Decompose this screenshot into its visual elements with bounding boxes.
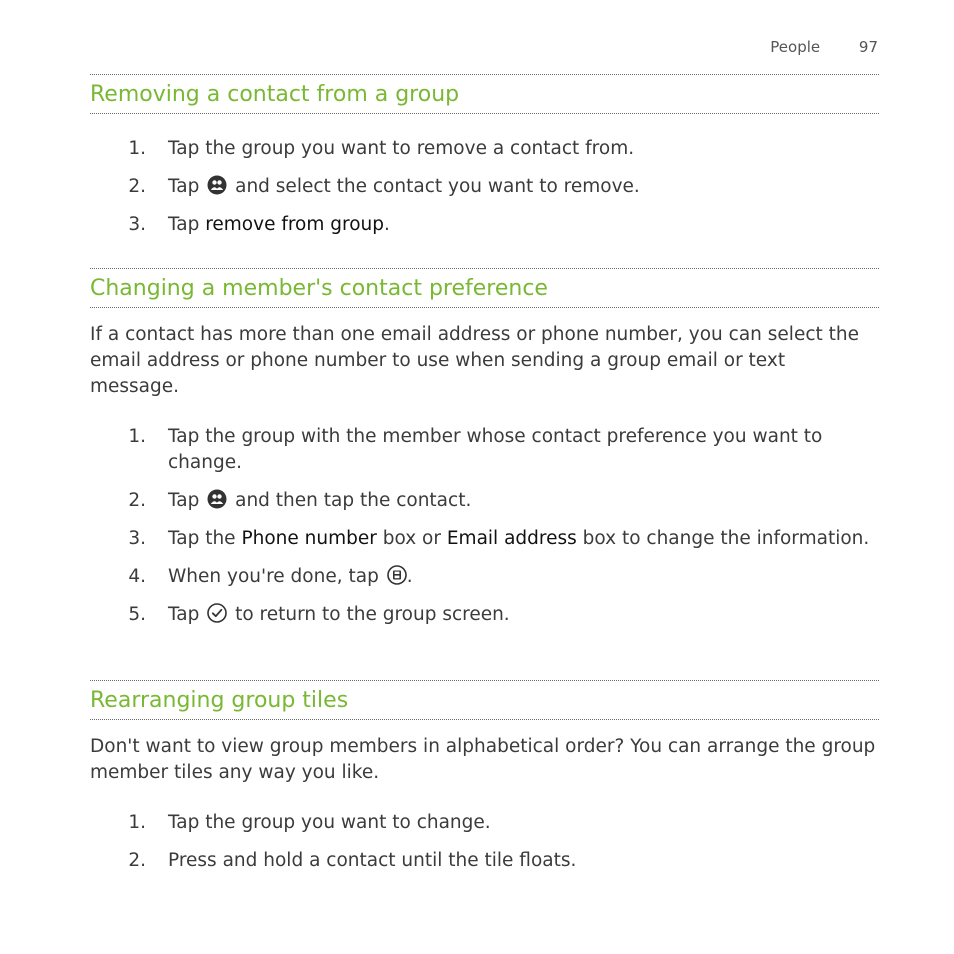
step-text: Press and hold a contact until the tile floats. — [168, 850, 577, 871]
step-text-mid: box or — [376, 528, 447, 549]
header-section-name: People — [770, 38, 821, 56]
page-header — [770, 38, 878, 56]
remove-from-group-label: remove from group — [205, 214, 384, 235]
step-text-post: and then tap the contact. — [235, 490, 472, 511]
steps-list — [90, 810, 879, 874]
section-removing-contact — [90, 74, 879, 250]
step-text-post: . — [406, 566, 413, 587]
phone-number-label: Phone number — [241, 528, 377, 549]
divider — [90, 268, 879, 269]
step-number: 3. — [128, 528, 146, 549]
list-item — [90, 564, 879, 590]
checkmark-icon — [207, 603, 227, 623]
list-item — [90, 136, 879, 162]
steps-list — [90, 424, 879, 628]
divider — [90, 307, 879, 308]
section-title: Changing a member's contact preference — [90, 276, 548, 301]
step-text: Tap the group you want to change. — [168, 812, 491, 833]
divider — [90, 719, 879, 720]
section-intro: Don't want to view group members in alphabetical order? You can arrange the group member tiles any way you like. — [90, 736, 876, 783]
section-contact-preference — [90, 268, 879, 640]
step-text-post: box to change the information. — [576, 528, 870, 549]
step-text-pre: Tap — [168, 214, 206, 235]
step-text: Tap the group with the member whose contact preference you want to change. — [168, 426, 823, 473]
list-item — [90, 212, 879, 238]
divider — [90, 680, 879, 681]
step-text-post: to return to the group screen. — [235, 604, 510, 625]
list-item — [90, 488, 879, 514]
list-item — [90, 526, 879, 552]
add-people-icon — [207, 175, 227, 195]
save-icon — [387, 565, 407, 585]
section-rearranging-tiles — [90, 680, 879, 886]
divider — [90, 113, 879, 114]
step-number: 3. — [128, 214, 146, 235]
list-item — [90, 848, 879, 874]
section-title: Rearranging group tiles — [90, 688, 349, 713]
step-number: 1. — [128, 138, 146, 159]
step-text: Tap the group you want to remove a contact from. — [168, 138, 635, 159]
step-text-pre: Tap — [168, 490, 200, 511]
add-people-icon — [207, 489, 227, 509]
step-number: 4. — [128, 566, 146, 587]
section-intro: If a contact has more than one email address or phone number, you can select the email address or phone number to use when sending a group email or text message. — [90, 324, 859, 397]
email-address-label: Email address — [446, 528, 577, 549]
list-item — [90, 424, 879, 476]
list-item — [90, 810, 879, 836]
list-item — [90, 602, 879, 628]
step-text-post: . — [384, 214, 390, 235]
list-item — [90, 174, 879, 200]
section-title: Removing a contact from a group — [90, 82, 460, 107]
steps-list — [90, 136, 879, 238]
step-text-post: and select the contact you want to remove. — [235, 176, 640, 197]
step-number: 1. — [128, 812, 146, 833]
step-number: 2. — [128, 490, 146, 511]
step-text-pre: Tap — [168, 176, 200, 197]
step-text-pre: Tap the — [168, 528, 242, 549]
step-number: 2. — [128, 850, 146, 871]
step-number: 2. — [128, 176, 146, 197]
step-number: 1. — [128, 426, 146, 447]
divider — [90, 74, 879, 75]
page-number: 97 — [858, 38, 878, 56]
step-text-pre: When you're done, tap — [168, 566, 379, 587]
step-number: 5. — [128, 604, 146, 625]
step-text-pre: Tap — [168, 604, 200, 625]
